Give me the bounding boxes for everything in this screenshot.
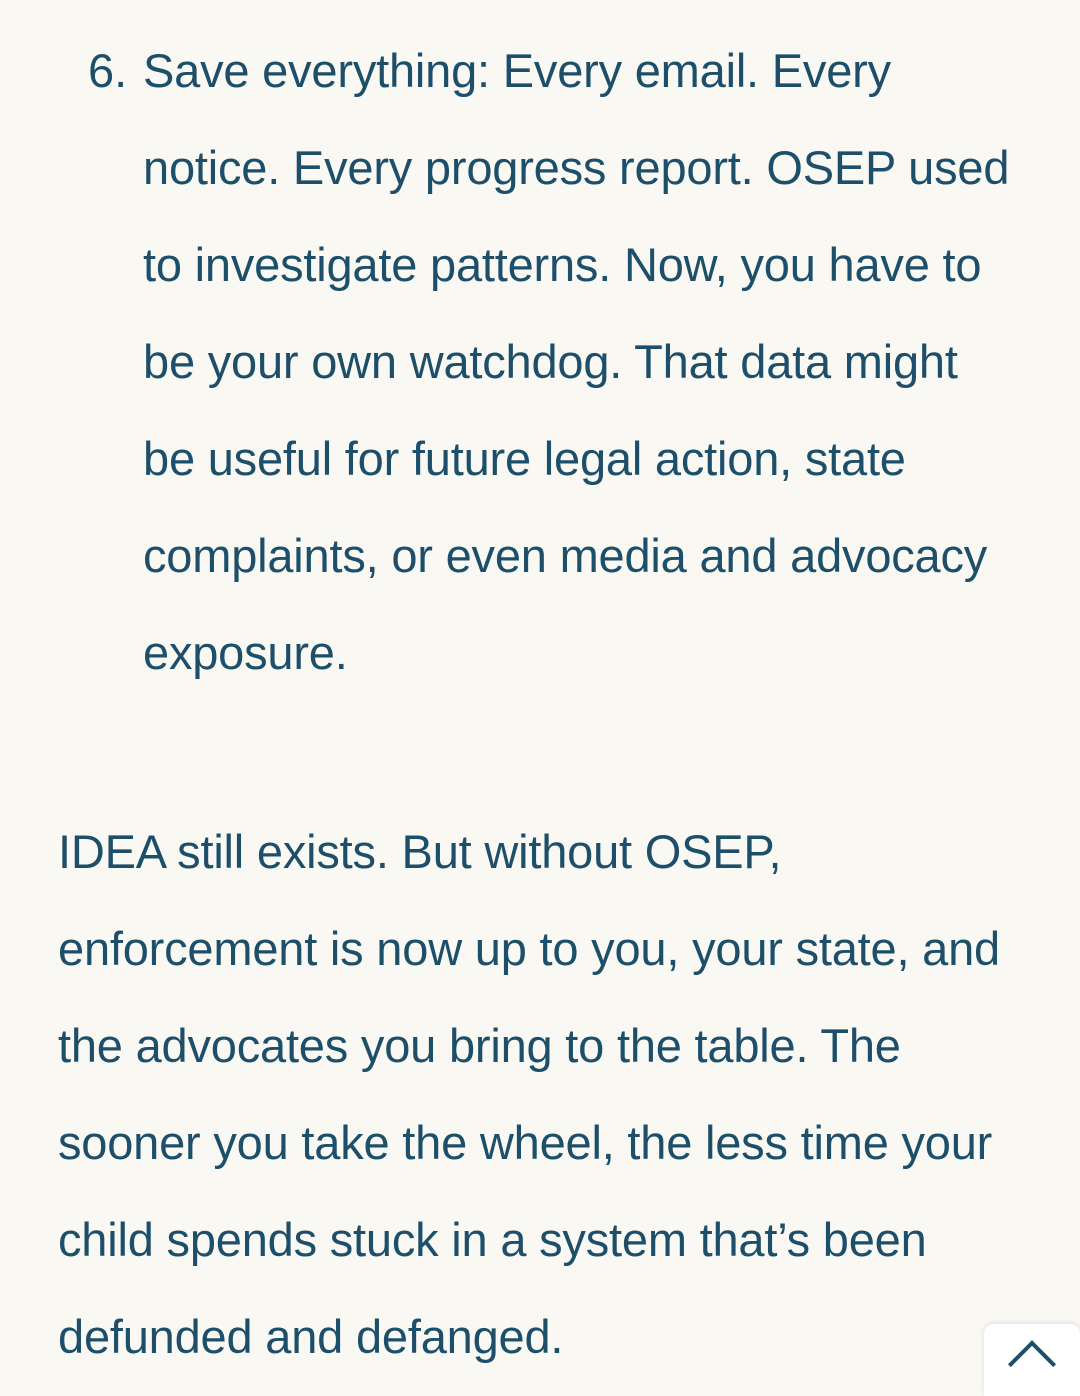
list-item-number: 6.	[88, 44, 128, 97]
list-item-text: Save everything: Every email. Every notice. Every progress report. OSEP used to investigate patterns. Now, you have to be your own watchdog. That data might be useful for future legal action, state complaints, or even media and advocacy exposure.	[143, 44, 1010, 679]
scroll-to-top-button[interactable]	[984, 1324, 1080, 1396]
chevron-up-icon	[1008, 1340, 1056, 1388]
list-item	[58, 0, 1022, 701]
closing-paragraph: IDEA still exists. But without OSEP, enforcement is now up to you, your state, and the advocates you bring to the table. The sooner you take the wheel, the less time your child spends stuck in a system that’s been defunded and defanged.	[58, 825, 1000, 1363]
